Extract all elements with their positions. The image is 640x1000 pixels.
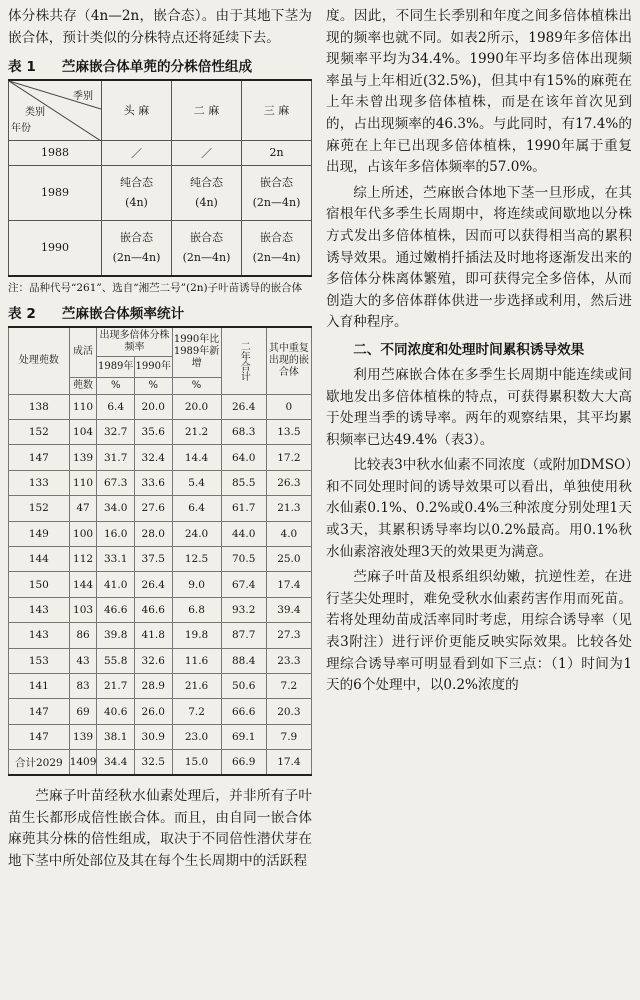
table-row (9, 496, 312, 521)
table2-cell: 144 (69, 572, 97, 597)
table-row (9, 394, 312, 419)
table-row (9, 724, 312, 749)
table2-cell: 24.0 (172, 521, 221, 546)
table2-cell: 28.9 (134, 673, 172, 698)
table1 (8, 79, 312, 277)
table2-cell: 139 (69, 445, 97, 470)
table2-cell: 143 (9, 597, 70, 622)
table2-cell: 43 (69, 648, 97, 673)
table2-cell: 12.5 (172, 547, 221, 572)
table1-corner-year: 年份 (11, 122, 31, 134)
table1-cell: 嵌合态 (2n—4n) (242, 220, 312, 276)
table2-cell: 39.4 (266, 597, 311, 622)
table2-cell: 40.6 (97, 699, 135, 724)
table2-cell: 55.8 (97, 648, 135, 673)
table2-cell: 20.0 (134, 394, 172, 419)
table2-cell: 7.2 (266, 673, 311, 698)
table2-cell: 11.6 (172, 648, 221, 673)
table1-year: 1990 (9, 220, 102, 276)
table-row (9, 470, 312, 495)
table2-cell: 110 (69, 470, 97, 495)
table2-cell: 70.5 (221, 547, 266, 572)
table-row (9, 673, 312, 698)
table2-header-1989: 1989年 (97, 356, 135, 377)
table1-cell: 2n (242, 140, 312, 165)
table2-cell: 38.1 (97, 724, 135, 749)
table2-cell: 15.0 (172, 750, 221, 776)
table2-cell: 147 (9, 724, 70, 749)
right-paragraph-3: 利用苎麻嵌合体在多季生长周期中能连续或间歇地发出多倍体植株的特点，可获得累积数大大高于处理当季的诱导率。两年的观察结果，其平均累积频率已达49.4%（表3）。 (326, 366, 632, 448)
table2-cell: 85.5 (221, 470, 266, 495)
table2-cell: 0 (266, 394, 311, 419)
table2-cell: 9.0 (172, 572, 221, 597)
table2-cell: 32.5 (134, 750, 172, 776)
table1-cell: 纯合态 (4n) (102, 165, 172, 220)
table2-header-percent: % (97, 377, 135, 394)
table2-cell: 26.4 (134, 572, 172, 597)
table2-header-percent: % (134, 377, 172, 394)
table2-cell: 19.8 (172, 623, 221, 648)
table2-cell: 66.6 (221, 699, 266, 724)
table1-col-header: 二 麻 (172, 80, 242, 140)
table2-cell: 93.2 (221, 597, 266, 622)
table1-year: 1988 (9, 140, 102, 165)
table1-note: 注：品种代号“261”、选自“湘苎二号”(2n)子叶苗诱导的嵌合体 (8, 281, 303, 294)
table1-cell: 嵌合态 (2n—4n) (102, 220, 172, 276)
table2-cell: 46.6 (134, 597, 172, 622)
table2-cell: 13.5 (266, 420, 311, 445)
table2-cell: 144 (9, 547, 70, 572)
table2-cell: 7.9 (266, 724, 311, 749)
table2-header-alive: 成活 (69, 327, 97, 378)
table2-header-total: 二年合计 (221, 327, 266, 395)
table-row (9, 699, 312, 724)
table2-title: 苎麻嵌合体频率统计 (61, 305, 185, 322)
table2-cell: 104 (69, 420, 97, 445)
table2-cell: 152 (9, 496, 70, 521)
table2-cell: 37.5 (134, 547, 172, 572)
table2-cell: 143 (9, 623, 70, 648)
table2-cell: 138 (9, 394, 70, 419)
table2-cell: 21.6 (172, 673, 221, 698)
table1-col-header: 头 麻 (102, 80, 172, 140)
table2-header-alive-unit: 蔸数 (69, 377, 97, 394)
section-heading: 二、不同浓度和处理时间累积诱导效果 (353, 341, 585, 358)
right-paragraph-2: 综上所述，苎麻嵌合体地下茎一旦形成，在其宿根年代多季生长周期中，将连续或间歇地以分株方式发出多倍体植株，因而可以获得相当高的累积诱导效果。通过嫩梢扦插法及时地将逐渐发出来的多倍体分株离体繁殖，即可获得完全多倍体，从而创造大的多倍体群体供进一步选择或利用，然后进入育种程序。 (326, 184, 632, 331)
table2-cell: 110 (69, 394, 97, 419)
table-row (9, 445, 312, 470)
table-row (9, 547, 312, 572)
table2-cell: 26.4 (221, 394, 266, 419)
table2-cell: 88.4 (221, 648, 266, 673)
table2-caption (8, 302, 312, 322)
table2-cell: 31.7 (97, 445, 135, 470)
table2-cell: 50.6 (221, 673, 266, 698)
table2-cell: 103 (69, 597, 97, 622)
table1-title: 苎麻嵌合体单蔸的分株倍性组成 (61, 59, 253, 76)
table2-cell: 26.3 (266, 470, 311, 495)
table2-cell: 39.8 (97, 623, 135, 648)
left-column (8, 6, 312, 873)
right-paragraph-5: 苎麻子叶苗及根系组织幼嫩，抗逆性差，在进行茎尖处理时，难免受秋水仙素药害作用而死苗。若将处理幼苗成活率同时考虑，用综合诱导率（见表3附注）进行评价更能反映实际效果。比较各处理综合诱导率可明显看到如下三点：（1）时间为1天的6个处理中，以0.2%浓度的 (326, 569, 632, 694)
table2-cell: 34.4 (97, 750, 135, 776)
table2-cell: 61.7 (221, 496, 266, 521)
table2-cell: 64.0 (221, 445, 266, 470)
table2-cell: 合计2029 (9, 750, 70, 776)
table-row (9, 572, 312, 597)
table2-cell: 16.0 (97, 521, 135, 546)
table2-cell: 41.8 (134, 623, 172, 648)
table2-cell: 66.9 (221, 750, 266, 776)
table2-cell: 20.3 (266, 699, 311, 724)
table2-cell: 141 (9, 673, 70, 698)
table2-cell: 68.3 (221, 420, 266, 445)
table2-cell: 32.4 (134, 445, 172, 470)
table2-cell: 21.7 (97, 673, 135, 698)
table1-number: 表 1 (8, 59, 36, 76)
table2-cell: 83 (69, 673, 97, 698)
table-row (9, 648, 312, 673)
table2-cell: 7.2 (172, 699, 221, 724)
table2-cell: 17.4 (266, 750, 311, 776)
intro-paragraph: 体分株共存（4n—2n，嵌合态）。由于其地下茎为嵌合体，预计类似的分株特点还将延续下去。 (8, 8, 312, 46)
table1-corner-type: 类别 (25, 107, 45, 119)
right-column (326, 6, 632, 697)
table2-header-new: 1990年比1989年新增 (172, 327, 221, 378)
table2-cell: 149 (9, 521, 70, 546)
table2-cell: 30.9 (134, 724, 172, 749)
table2-header-frequency: 出现多倍体分株频率 (97, 327, 172, 357)
table1-year: 1989 (9, 165, 102, 220)
table2-cell: 21.3 (266, 496, 311, 521)
table2-cell: 14.4 (172, 445, 221, 470)
table2-cell: 33.1 (97, 547, 135, 572)
table2-cell: 87.7 (221, 623, 266, 648)
table2-cell: 69.1 (221, 724, 266, 749)
table2-cell: 6.4 (172, 496, 221, 521)
table1-cell: 嵌合态 (2n—4n) (172, 220, 242, 276)
table-row (9, 623, 312, 648)
table2-number: 表 2 (8, 305, 36, 322)
table2-cell: 69 (69, 699, 97, 724)
table1-corner-season: 季别 (73, 91, 93, 103)
table2-cell: 86 (69, 623, 97, 648)
table2-header-1990: 1990年 (134, 356, 172, 377)
table2-cell: 35.6 (134, 420, 172, 445)
table2-cell: 34.0 (97, 496, 135, 521)
table2-cell: 5.4 (172, 470, 221, 495)
table2-cell: 6.4 (97, 394, 135, 419)
table2-cell: 28.0 (134, 521, 172, 546)
table2-cell: 1409 (69, 750, 97, 776)
table2-cell: 100 (69, 521, 97, 546)
table2-cell: 150 (9, 572, 70, 597)
table1-corner-cell (9, 80, 102, 140)
table1-col-header: 三 麻 (242, 80, 312, 140)
table2-cell: 67.3 (97, 470, 135, 495)
table2-cell: 17.4 (266, 572, 311, 597)
table2-total-row (9, 750, 312, 776)
table2-cell: 23.0 (172, 724, 221, 749)
table2-cell: 67.4 (221, 572, 266, 597)
table2-cell: 133 (9, 470, 70, 495)
table2-cell: 17.2 (266, 445, 311, 470)
table2 (8, 326, 312, 776)
table2-cell: 4.0 (266, 521, 311, 546)
table2-cell: 21.2 (172, 420, 221, 445)
table1-cell: ／ (172, 140, 242, 165)
right-paragraph-4: 比较表3中秋水仙素不同浓度（或附加DMSO）和不同处理时间的诱导效果可以看出，单独使用秋水仙素0.1%、0.2%或0.4%三种浓度分别处理1天或3天，其累积诱导率均以0.2%最高。用0.1%秋水仙素溶液处理3天的效果更为满意。 (326, 457, 632, 560)
table2-cell: 6.8 (172, 597, 221, 622)
outro-paragraph: 苎麻子叶苗经秋水仙素处理后，并非所有子叶苗生长都形成倍性嵌合体。而且，由自同一嵌合体麻蔸其分株的倍性组成，取决于不同倍性潜伏芽在地下茎中所处部位及其在每个生长周期中的活跃程 (8, 788, 312, 869)
table-row (9, 521, 312, 546)
table2-cell: 25.0 (266, 547, 311, 572)
right-paragraph-1: 度。因此，不同生长季别和年度之间多倍体植株出现的频率也就不同。如表2所示，1989年多倍体出现频率平均为34.4%。1990年平均多倍体出现频率虽与上年相近(32.5%)，但其中有15%的麻蔸在上年未曾出现多倍体植株，而是在该年首次见到的，占出现频率的46.3%。与此同时，有17.4%的麻蔸在上年已出现多倍体植株，1990年属于重复出现，占该年多倍体频率的57.0%。 (326, 8, 632, 176)
table2-cell: 44.0 (221, 521, 266, 546)
table2-cell: 147 (9, 445, 70, 470)
table2-cell: 112 (69, 547, 97, 572)
table2-header-percent: % (172, 377, 221, 394)
table2-cell: 32.6 (134, 648, 172, 673)
table-row (9, 597, 312, 622)
table2-cell: 27.3 (266, 623, 311, 648)
table2-cell: 23.3 (266, 648, 311, 673)
table2-cell: 26.0 (134, 699, 172, 724)
table2-cell: 152 (9, 420, 70, 445)
table2-cell: 32.7 (97, 420, 135, 445)
table2-header-repeat: 其中重复出现的嵌合体 (266, 327, 311, 395)
table2-cell: 33.6 (134, 470, 172, 495)
table2-cell: 153 (9, 648, 70, 673)
table2-header-treated: 处理蔸数 (9, 327, 70, 395)
table2-cell: 147 (9, 699, 70, 724)
table2-cell: 27.6 (134, 496, 172, 521)
table2-cell: 47 (69, 496, 97, 521)
table1-caption (8, 55, 312, 75)
table2-cell: 139 (69, 724, 97, 749)
table-row (9, 420, 312, 445)
table1-cell: 嵌合态 (2n—4n) (242, 165, 312, 220)
table2-cell: 41.0 (97, 572, 135, 597)
table2-cell: 20.0 (172, 394, 221, 419)
table2-cell: 46.6 (97, 597, 135, 622)
table1-cell: 纯合态 (4n) (172, 165, 242, 220)
table1-cell: ／ (102, 140, 172, 165)
